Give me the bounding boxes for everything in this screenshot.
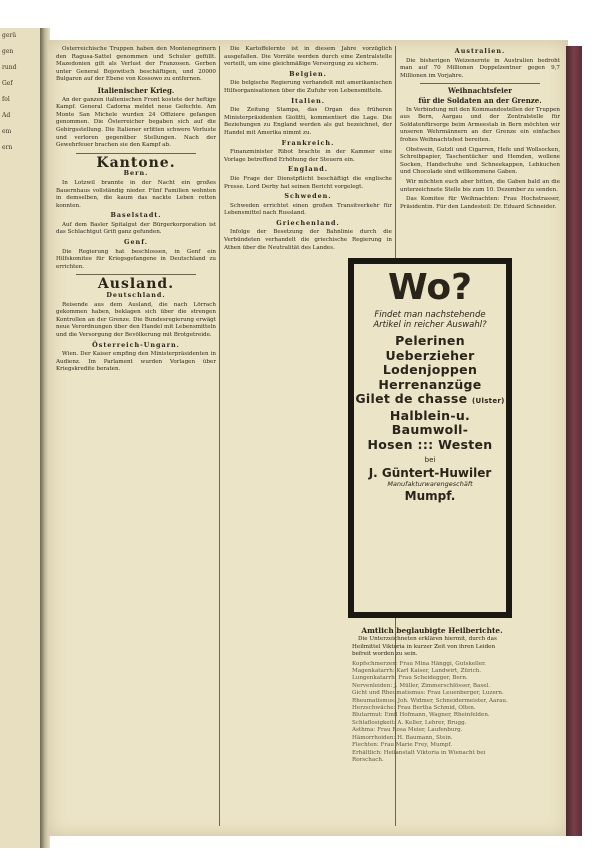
ad-question: Findet man nachstehende Artikel in reicher Auswahl? <box>373 310 487 330</box>
margin-fragment: gen <box>2 48 14 55</box>
subsection-heading: Griechenland. <box>276 218 340 227</box>
subsection-heading: Australien. <box>454 47 506 55</box>
margin-fragment: em <box>2 128 12 135</box>
article-text: Die belgische Regierung verhandelt mit amerikanischen Hilfsorganisationen über die Zufuhr von Lebensmitteln. <box>224 80 392 94</box>
margin-fragment: ern <box>2 144 13 151</box>
report-line: Lungenkatarrh: Frau Scheidegger, Bern. <box>352 675 468 682</box>
ad-item: Hosen ::: Westen <box>367 436 493 452</box>
article-text: Österreichische Truppen haben den Montenegrinern den Ragusa-Sattel genommen und Schuler gefüllt. Mazedonien gilt als Verlust der Franzosen. Gerben unter General Bojowitsch beschäftigen, und 20000 Bulgaren auf der Ebene von Kossowo zu entfernen. <box>56 46 216 83</box>
article-text: Die Unterzeichneten erklären hiermit, durch das Heilmittel Viktoria in kurzer Zeit von ihren Leiden befreit worden zu sein. <box>352 636 497 658</box>
margin-fragment: gerü <box>2 32 17 39</box>
article-text: Die Frage der Dienstpflicht beschäftigt die englische Presse. Lord Derby hat seinen Bericht vorgelegt. <box>224 175 392 190</box>
report-line: Magenkatarrh: Karl Kaiser, Landwirt, Zürich. <box>352 668 482 675</box>
report-line: Blutarmut: Emil Hofmann, Wagner, Rheinfelden. <box>352 712 490 719</box>
report-line: Schlaflosigkeit: A. Keller, Lehrer, Brugg. <box>352 719 467 726</box>
subsection-heading: Bern. <box>123 169 149 178</box>
section-heading-large: Kantone. <box>96 154 176 171</box>
article-text: In Verbindung mit den Kommandostellen der Truppen aus Bern, Aargau und der Zentralstelle für Soldatenfürsorge beim Armeestab in Bern möchten wir unseren Wehrmännern an der Grenze ein einfaches frohes Weihnachtsfest bereiten. <box>400 106 560 143</box>
book-cover-edge <box>566 46 582 836</box>
margin-fragment: Gef <box>2 80 13 87</box>
section-heading: Italienischer Krieg. <box>97 85 175 95</box>
report-line: Gicht und Rheumatismus: Frau Leuenberger, Luzern. <box>352 690 504 697</box>
section-subheading: für die Soldaten an der Grenze. <box>418 95 542 105</box>
ad-item: Ueberzieher <box>385 347 475 363</box>
divider <box>420 83 540 84</box>
column-rule <box>219 46 220 826</box>
divider <box>76 274 196 275</box>
report-line: Kopfschmerzen: Frau Mina Hänggi, Gutskeller. <box>352 660 486 667</box>
ad-firm-subtitle: Manufakturwarengeschäft <box>387 480 473 488</box>
subsection-heading: Belgien. <box>289 69 327 78</box>
ad-headline: Wo? <box>387 267 473 308</box>
article-text: Finanzminister Ribot brachte in der Kammer eine Vorlage betreffend Erhöhung der Steuern ein. <box>224 149 392 163</box>
ad-item: Pelerinen <box>395 333 465 348</box>
ad-item: Lodenjoppen <box>382 362 478 377</box>
ad-gilet-note: (Ulster) <box>472 397 505 405</box>
article-text: Auf dem Basler Spitalgut der Bürgerkorporation ist das Schlachtgut Grifi ganz gefunden. <box>56 221 216 236</box>
report-line: Herzschwäche: Frau Bertha Schmid, Olten. <box>352 705 476 712</box>
article-text: Die Regierung hat beschlossen, in Genf ein Hilfskomitee für Kriegsgefangene in Deutschland zu errichten. <box>56 248 216 270</box>
ad-bei: bei <box>424 456 436 464</box>
article-text: Wir möchten euch aber bitten, die Gaben bald an die unterzeichnete Stelle bis zum 10. Dezember zu senden. <box>400 178 560 193</box>
article-text: Die bisherigen Weizenernte in Australien bedroht man auf 70 Millionen Doppelzentner gegen 9,7 Millionen im Vorjahre. <box>400 57 560 79</box>
divider <box>76 153 196 154</box>
report-line: Hämorrhoiden: H. Baumann, Stein. <box>352 734 453 741</box>
article-text: Wien. Der Kaiser empfing den Ministerpräsidenten in Audienz. Im Parlament wurden Vorlagen über Kriegskredite beraten. <box>56 351 216 373</box>
margin-fragment: rund <box>2 64 17 71</box>
ad-item-gilet <box>354 392 506 409</box>
subsection-heading: Frankreich. <box>281 138 335 147</box>
report-line: Erhältlich: Heilanstalt Viktoria in Wienacht bei Rorschach. <box>352 749 486 763</box>
section-heading: Weihnachtsfeier <box>448 86 512 96</box>
report-line: Asthma: Frau Rosa Meier, Laufenburg. <box>352 727 463 734</box>
advertisement <box>348 258 512 618</box>
report-line: Flechten: Frau Marie Frey, Mumpf. <box>352 742 453 749</box>
article-text: Die Zeitung Stampa, das Organ des früheren Ministerpräsidenten Giolitti, kommentiert die Lage. Die Beziehungen zu England werden als gut bezeichnet, der Handel mit Amerika nimmt zu. <box>224 107 392 136</box>
subsection-heading: England. <box>288 165 328 174</box>
left-column <box>56 46 216 826</box>
article-text: Die Kartoffelernte ist in diesem Jahre vorzüglich ausgefallen. Die Vorräte werden durch eine Zentralstelle verteilt, um eine gleichmäßige Versorgung zu sichern. <box>224 46 392 68</box>
ad-town: Mumpf. <box>404 489 456 503</box>
article-text: An der ganzen italienischen Front kostete der heftige Kampf. General Cadorna meldet neue Gefechte. Am Monte San Michele wurden 24 Offiziere gefangen genommen. Die Österreicher begaben sich auf die Gebirgsstellung. Die Italiener erlitten schwere Verluste und verloren gegenüber Stellungen. Nach der Gewehrfeuer brachen sie den Kampf ab. <box>56 96 216 149</box>
article-text: Schweden errichtet einen großen Transitverkehr für Lebensmittel nach Russland. <box>224 202 392 217</box>
article-text: Obstwein, Gutzli und Cigarren, Hefe und Wollsocken, Schreibpapier, Taschentücher und Hemden, wollene Socken, Handschuhe und Schneekappen, Lebkuchen und Chocolade sind willkommene Gaben. <box>400 146 560 176</box>
ad-item: Halblein-u. Baumwoll- <box>389 407 471 437</box>
subsection-heading: Genf. <box>124 238 148 247</box>
ad-item: Herrenanzüge <box>378 376 482 392</box>
subsection-heading: Baselstadt. <box>110 211 162 220</box>
article-text: In Lotzwil brannte in der Nacht ein großes Bauernhaus vollständig nieder. Fünf Familien wohnten in demselben, die kaum das nackte Leben retten konnten. <box>56 179 216 209</box>
ad-firm-name: J. Güntert-Huwiler <box>368 466 492 480</box>
report-line: Rheumatismus: Joh. Widmer, Schneidermeister, Aarau. <box>352 697 508 704</box>
article-text: Reisende aus dem Ausland, die nach Lörrach gekommen haben, beklagen sich über die strengen Kontrollen an der Grenze. Die Bundesregierung erwägt neue Verordnungen über den Handel mit Lebensmitteln und die Versorgung der Bevölkerung mit Brotgetreide. <box>56 301 216 338</box>
right-column <box>400 46 560 258</box>
advertisement-panel <box>352 262 508 614</box>
subsection-heading: Schweden. <box>284 192 332 201</box>
subsection-heading: Österreich-Ungarn. <box>92 340 180 349</box>
health-reports-section <box>352 624 512 764</box>
subsection-heading: Italien. <box>291 96 325 105</box>
article-text: Infolge der Besetzung der Bahnlinie durch die Verbündeten verhandelt die griechische Regierung in Athen über die Neutralität des Landes. <box>224 229 392 251</box>
report-line: Nervenleiden: J. Müller, Zimmerschlösser, Basel. <box>352 682 491 689</box>
margin-fragment: fol <box>2 96 10 103</box>
section-heading: Amtlich beglaubigte Heilberichte. <box>361 626 503 635</box>
margin-fragment: Ad <box>2 112 11 119</box>
section-heading-large: Ausland. <box>97 276 175 293</box>
ad-gilet-text: Gilet de chasse <box>355 391 468 406</box>
article-text: Das Komitee für Weihnachten: Frau Hochstrasser, Präsidentin. Für den Landesteil: Dr. Eduard Schneider. <box>400 196 560 210</box>
subsection-heading: Deutschland. <box>106 291 166 300</box>
